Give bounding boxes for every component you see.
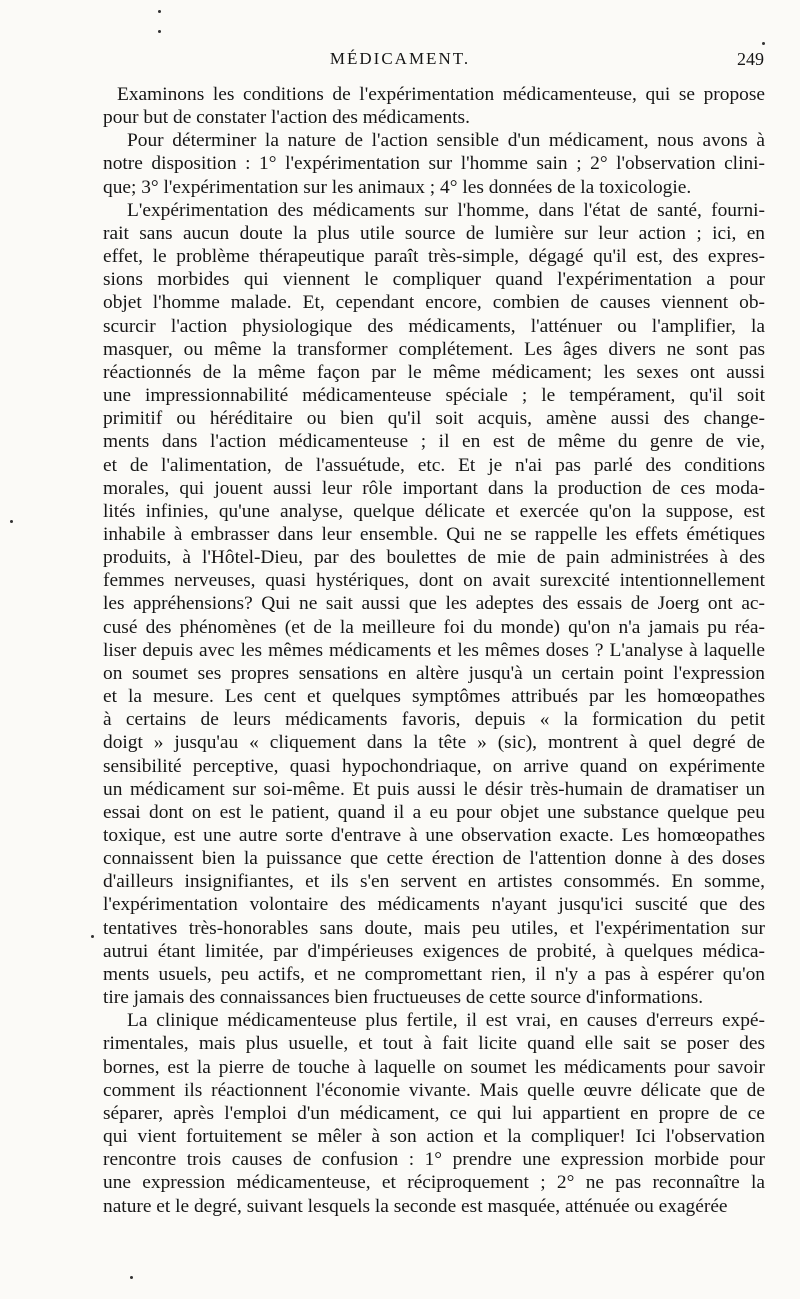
text-line: une impressionnabilité médicamenteuse spéciale ; le tempérament, qu'il soit xyxy=(103,385,765,407)
text-line: nature et le degré, suivant lesquels la seconde est masquée, atténuée ou exagérée xyxy=(103,1195,728,1217)
text-line: bornes, est la pierre de touche à laquelle on soumet les médicaments pour savoir xyxy=(103,1056,765,1078)
text-line: on soumet ses propres sensations en altère jusqu'à un certain point l'expression xyxy=(103,662,765,684)
page-number: 249 xyxy=(737,49,764,69)
paragraph xyxy=(103,83,765,129)
paragraph xyxy=(103,199,765,1009)
text-line: sions morbides qui viennent le compliquer quand l'expérimentation a pour xyxy=(103,269,765,291)
text-line: rimentales, mais plus usuelle, et tout à fait licite quand elle sait se poser des xyxy=(103,1033,765,1055)
text-line: liser depuis avec les mêmes médicaments et les mêmes doses ? L'analyse à laquelle xyxy=(103,639,765,661)
paragraph xyxy=(103,1009,765,1217)
text-line: notre disposition : 1° l'expérimentation sur l'homme sain ; 2° l'observation clini- xyxy=(103,153,765,175)
text-line: à certains de leurs médicaments favoris, depuis « la formication du petit xyxy=(103,709,765,731)
text-line: inhabile à embrasser dans leur ensemble. Qui ne se rappelle les effets émétiques xyxy=(103,523,765,545)
print-speck xyxy=(158,30,161,33)
text-line: scurcir l'action physiologique des médicaments, l'atténuer ou l'amplifier, la xyxy=(103,315,765,337)
text-line: et la mesure. Les cent et quelques symptômes attribués par les homœopathes xyxy=(103,686,765,708)
text-line: les appréhensions? Qui ne sait aussi que les adeptes des essais de Joerg ont ac- xyxy=(103,593,765,615)
text-line: masquer, ou même la transformer complétement. Les âges divers ne sont pas xyxy=(103,338,765,360)
text-line: primitif ou héréditaire ou bien qu'il soit acquis, amène aussi des change- xyxy=(103,408,765,430)
text-line: toxique, est une autre sorte d'entrave à une observation exacte. Les homœopathes xyxy=(103,825,765,846)
text-line: rait sans aucun doute la plus utile source de lumière sur leur action ; ici, en xyxy=(103,222,765,244)
text-line: cusé des phénomènes (et de la meilleure foi du monde) qu'on n'a jamais pu réa- xyxy=(103,616,765,638)
text-line: essai dont on est le patient, quand il a eu pour objet une substance quelque peu xyxy=(103,801,765,823)
paragraph xyxy=(103,129,765,198)
text-line: rencontre trois causes de confusion : 1° prendre une expression morbide pour xyxy=(103,1149,765,1171)
text-line: un médicament sur soi-même. Et puis aussi le désir très-humain de dramatiser un xyxy=(103,778,765,800)
text-line: et de l'alimentation, de l'assuétude, etc. Et je n'ai pas parlé des conditions xyxy=(103,454,765,476)
text-line: une expression médicamenteuse, et réciproquement ; 2° ne pas reconnaître la xyxy=(103,1172,765,1194)
text-line: L'expérimentation des médicaments sur l'homme, dans l'état de santé, fourni- xyxy=(127,199,765,221)
text-line: réactionnés de la même façon par le même médicament; les sexes ont aussi xyxy=(103,361,765,383)
print-speck xyxy=(91,935,94,938)
text-line: ments dans l'action médicamenteuse ; il en est de même du genre de vie, xyxy=(103,431,765,453)
text-line: pour but de constater l'action des médicaments. xyxy=(103,107,470,129)
text-line: comment ils réactionnent l'économie vivante. Mais quelle œuvre délicate que de xyxy=(103,1079,765,1101)
text-line: que; 3° l'expérimentation sur les animaux ; 4° les données de la toxicologie. xyxy=(103,176,692,198)
text-line: sensibilité perceptive, quasi hypochondriaque, on arrive quand on expérimente xyxy=(103,755,765,777)
print-speck xyxy=(130,1276,133,1279)
running-head-title: MÉDICAMENT. xyxy=(329,49,471,68)
text-line: Examinons les conditions de l'expérimentation médicamenteuse, qui se propose xyxy=(117,84,765,105)
text-line: La clinique médicamenteuse plus fertile, il est vrai, en causes d'erreurs expé- xyxy=(127,1010,765,1032)
text-line: effet, le problème thérapeutique paraît très-simple, dégagé qu'il est, des expres- xyxy=(103,246,765,268)
print-speck xyxy=(158,10,161,13)
text-line: doigt » jusqu'au « cliquement dans la tête » (sic), montrent à quel degré de xyxy=(103,732,765,754)
text-line: qui vient fortuitement se mêler à son action et la compliquer! Ici l'observation xyxy=(103,1126,765,1148)
text-line: produits, à l'Hôtel-Dieu, par des boulettes de mie de pain administrées à des xyxy=(103,547,765,569)
text-line: tire jamais des connaissances bien fructueuses de cette source d'informations. xyxy=(103,987,704,1009)
text-line: connaissent bien la puissance que cette érection de l'attention donne à des doses xyxy=(103,848,765,870)
print-speck xyxy=(762,42,765,45)
text-line: séparer, après l'emploi d'un médicament, ce qui lui appartient en propre de ce xyxy=(103,1102,765,1124)
text-line: objet l'homme malade. Et, cependant encore, combien de causes viennent ob- xyxy=(103,292,765,314)
text-line: morales, qui jouent aussi leur rôle important dans la production de ces moda- xyxy=(103,477,765,499)
text-line: l'expérimentation volontaire des médicaments n'ayant jusqu'ici suscité que des xyxy=(103,894,765,916)
running-head xyxy=(0,47,800,77)
text-line: lités infinies, qu'une analyse, quelque délicate et exercée qu'on la suppose, est xyxy=(103,500,765,522)
text-line: ments usuels, peu actifs, et ne compromettant rien, il n'y a pas à espérer qu'on xyxy=(103,963,765,985)
text-line: d'ailleurs insignifiantes, et ils s'en servent en artistes consommés. En somme, xyxy=(103,871,765,893)
text-line: femmes nerveuses, quasi hystériques, dont on avait surexcité intentionnellement xyxy=(103,570,765,592)
text-line: Pour déterminer la nature de l'action sensible d'un médicament, nous avons à xyxy=(127,130,765,152)
text-line: tentatives très-honorables sans doute, mais peu utiles, et l'expérimentation sur xyxy=(103,917,765,939)
body-text xyxy=(103,83,765,1218)
text-line: autrui étant limitée, par d'impérieuses exigences de probité, à quelques médica- xyxy=(103,940,765,962)
print-speck xyxy=(10,520,13,523)
